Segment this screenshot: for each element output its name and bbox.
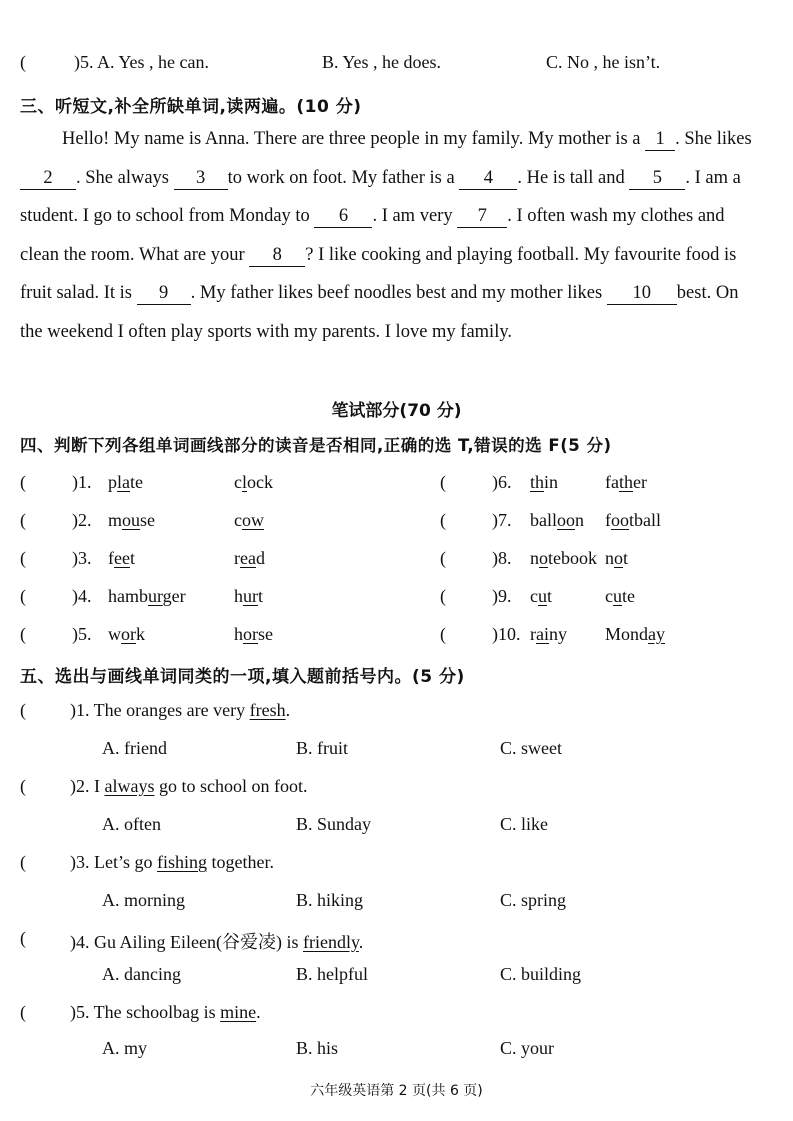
- section4-title: 四、判断下列各组单词画线部分的读音是否相同,正确的选 T,错误的选 F(5 分): [20, 436, 612, 455]
- section3-title: 三、听短文,补全所缺单词,读两遍。(10 分): [20, 97, 362, 117]
- option-c[interactable]: C. like: [500, 814, 548, 834]
- passage-text: ? I like cooking and playing football. My favourite food is fruit salad. It is: [20, 244, 737, 303]
- phonics-word: thin: [530, 472, 559, 492]
- blank-2[interactable]: 2: [20, 167, 76, 190]
- written-section-title: 笔试部分(70 分): [331, 401, 462, 421]
- option-c[interactable]: C. sweet: [500, 738, 562, 758]
- question-number: )7.: [492, 510, 512, 530]
- blank-6[interactable]: 6: [314, 205, 372, 228]
- option-a[interactable]: A. dancing: [102, 964, 181, 984]
- section5-title: 五、选出与画线单词同类的一项,填入题前括号内。(5 分): [20, 667, 465, 687]
- question-number: )2.: [72, 510, 92, 530]
- answer-paren[interactable]: (: [20, 548, 26, 568]
- answer-paren[interactable]: (: [440, 624, 446, 644]
- cloze-passage: [20, 120, 753, 351]
- question-number: )4.: [72, 586, 92, 606]
- answer-paren[interactable]: (: [20, 472, 26, 492]
- option-b[interactable]: B. his: [296, 1038, 339, 1058]
- phonics-word: horse: [234, 624, 273, 644]
- answer-paren[interactable]: (: [440, 548, 446, 568]
- q5-option-a: )5. A. Yes , he can.: [74, 52, 209, 72]
- option-c[interactable]: C. spring: [500, 890, 567, 910]
- answer-paren[interactable]: (: [20, 510, 26, 530]
- option-b[interactable]: B. Sunday: [296, 814, 372, 834]
- phonics-word: mouse: [108, 510, 156, 530]
- q5-option-c: C. No , he isn’t.: [546, 52, 661, 72]
- answer-paren[interactable]: (: [20, 624, 26, 644]
- blank-10[interactable]: 10: [607, 282, 677, 305]
- question-stem: )3. Let’s go fishing together.: [70, 852, 274, 872]
- underlined-word: always: [104, 776, 155, 796]
- passage-text: . She always: [76, 167, 174, 188]
- passage-text: . She likes: [675, 129, 752, 149]
- option-a[interactable]: A. often: [102, 814, 161, 834]
- passage-text: to work on foot. My father is a: [227, 167, 460, 188]
- option-b[interactable]: B. helpful: [296, 964, 368, 984]
- question-stem: )5. The schoolbag is mine.: [70, 1002, 261, 1022]
- answer-paren[interactable]: (: [20, 586, 26, 606]
- passage-text: . I am a student. I go to school from Monday to: [20, 167, 741, 226]
- question-number: )5.: [72, 624, 92, 644]
- passage-text: Hello! My name is Anna. There are three people in my family. My mother is a: [62, 129, 646, 149]
- blank-3[interactable]: 3: [174, 167, 228, 190]
- phonics-word: read: [234, 548, 265, 568]
- question-number: )9.: [492, 586, 512, 606]
- answer-paren[interactable]: (: [440, 586, 446, 606]
- phonics-word: Monday: [605, 624, 666, 644]
- blank-9[interactable]: 9: [137, 282, 191, 305]
- underlined-word: fishing: [157, 852, 208, 872]
- option-b[interactable]: B. fruit: [296, 738, 348, 758]
- passage-text: . I am very: [372, 206, 458, 226]
- question-number: )8.: [492, 548, 512, 568]
- answer-paren[interactable]: (: [440, 510, 446, 530]
- blank-4[interactable]: 4: [459, 167, 517, 190]
- blank-5[interactable]: 5: [629, 167, 685, 190]
- underlined-word: friendly: [302, 932, 359, 952]
- option-a[interactable]: A. morning: [102, 890, 185, 910]
- phonics-word: not: [605, 548, 629, 568]
- passage-text: . I often wash my clothes and clean the room. What are your: [20, 206, 725, 265]
- phonics-word: balloon: [530, 510, 584, 530]
- phonics-word: work: [108, 624, 145, 644]
- option-c[interactable]: C. building: [500, 964, 582, 984]
- phonics-word: feet: [108, 548, 135, 568]
- question-stem: )4. Gu Ailing Eileen(谷爱凌) is friendly.: [70, 932, 364, 952]
- blank-1[interactable]: 1: [645, 128, 675, 151]
- question-number: )3.: [72, 548, 92, 568]
- question-stem: )2. I always go to school on foot.: [70, 776, 308, 796]
- underlined-word: fresh: [249, 700, 286, 720]
- question-number: )1.: [72, 472, 92, 492]
- question-stem: )1. The oranges are very fresh.: [70, 700, 291, 720]
- phonics-word: notebook: [530, 548, 597, 568]
- answer-paren[interactable]: (: [20, 776, 26, 796]
- phonics-word: hurt: [234, 586, 264, 606]
- question-number: )6.: [492, 472, 512, 492]
- phonics-word: cut: [530, 586, 553, 606]
- option-a[interactable]: A. my: [102, 1038, 147, 1058]
- page-footer: 六年级英语第 2 页(共 6 页): [310, 1083, 483, 1099]
- option-a[interactable]: A. friend: [102, 738, 167, 758]
- option-c[interactable]: C. your: [500, 1038, 554, 1058]
- phonics-word: hamburger: [108, 586, 186, 606]
- answer-paren[interactable]: (: [440, 472, 446, 492]
- phonics-word: cow: [234, 510, 264, 530]
- phonics-word: rainy: [530, 624, 567, 644]
- q5-option-b: B. Yes , he does.: [322, 52, 442, 72]
- blank-8[interactable]: 8: [249, 244, 305, 267]
- phonics-word: clock: [234, 472, 274, 492]
- answer-paren[interactable]: (: [20, 928, 26, 948]
- passage-text: best. On the weekend I often play sports with my parents. I love my family.: [20, 283, 739, 342]
- passage-text: . My father likes beef noodles best and my mother likes: [190, 283, 607, 303]
- phonics-word: plate: [108, 472, 143, 492]
- phonics-word: father: [605, 472, 647, 492]
- option-b[interactable]: B. hiking: [296, 890, 364, 910]
- blank-7[interactable]: 7: [457, 205, 507, 228]
- question-number: )10.: [492, 624, 521, 644]
- phonics-word: football: [605, 510, 661, 530]
- answer-paren[interactable]: (: [20, 1002, 26, 1022]
- passage-text: . He is tall and: [517, 167, 630, 188]
- answer-paren[interactable]: (: [20, 852, 26, 872]
- answer-paren: (: [20, 52, 26, 72]
- answer-paren[interactable]: (: [20, 700, 26, 720]
- underlined-word: mine: [220, 1002, 257, 1022]
- phonics-word: cute: [605, 586, 635, 606]
